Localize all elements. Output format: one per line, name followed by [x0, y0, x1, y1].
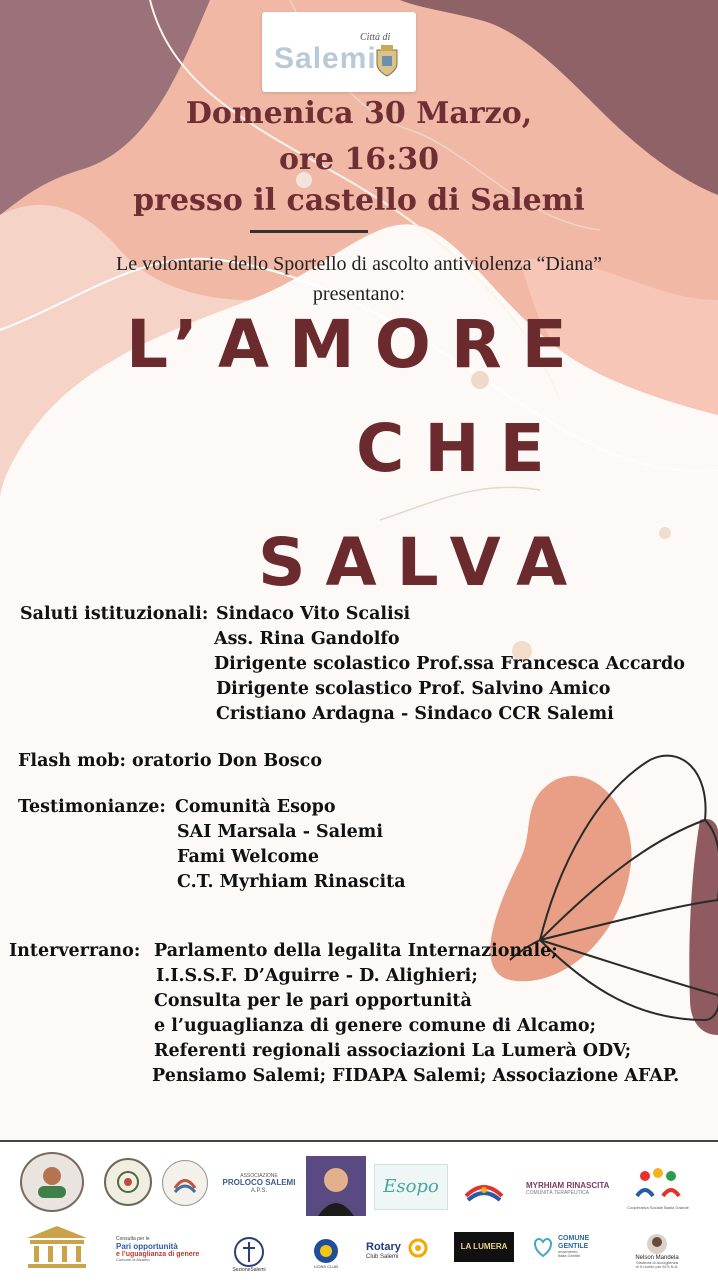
gentile-l2: GENTILE [558, 1242, 589, 1250]
la-lumera-logo [454, 1232, 514, 1262]
consulta-l4: Comune di Alcamo [116, 1257, 150, 1263]
consulta-logo [116, 1230, 216, 1270]
interverrano-item: Pensiamo Salemi; FIDAPA Salemi; Associazione AFAP. [152, 1066, 680, 1086]
flash-mob: Flash mob: oratorio Don Bosco [18, 751, 322, 771]
consulta-l1: Consulta per le [116, 1236, 150, 1243]
proloco-top: ASSOCIAZIONE [240, 1173, 278, 1180]
lions-text: LIONS CLUB [314, 1263, 338, 1269]
lumera-text: LA LUMERA [460, 1241, 508, 1251]
gentile-l1: COMUNE [558, 1235, 590, 1243]
fidapa-logo [226, 1232, 272, 1278]
logo-small-text: Città di [360, 32, 391, 43]
rotary-sub: Club Salemi [366, 1253, 399, 1260]
myrhiam-main: MYRHIAM RINASCITA [526, 1181, 610, 1191]
association-circle-logo [20, 1152, 84, 1212]
rotary-main: Rotary [366, 1241, 401, 1254]
intro-line-1: Le volontarie dello Sportello di ascolto antiviolenza “Diana” [116, 253, 602, 275]
portrait-icon [306, 1156, 366, 1216]
testimonianze-item: C.T. Myrhiam Rinascita [177, 872, 406, 892]
saluti-item: Ass. Rina Gandolfo [214, 629, 400, 649]
proloco-logo [222, 1164, 296, 1204]
event-date: Domenica 30 Marzo, [185, 96, 533, 131]
myrhiam-logo [526, 1174, 618, 1204]
saluti-label: Saluti istituzionali: [20, 604, 209, 624]
cooperativa-text: Cooperativa Sociale Badia Grande [627, 1204, 689, 1210]
testimonianze-item: SAI Marsala - Salemi [177, 822, 383, 842]
parliament-logo [22, 1224, 92, 1270]
interverrano-item: Referenti regionali associazioni La Lumerà ODV; [154, 1041, 632, 1061]
intro-line-2: presentano: [312, 283, 406, 305]
don-bosco-portrait [306, 1156, 366, 1216]
saluti-item: Cristiano Ardagna - Sindaco CCR Salemi [216, 704, 614, 724]
lions-icon [312, 1237, 340, 1265]
gentile-l3: movimento [558, 1249, 578, 1255]
divider [250, 230, 368, 233]
consulta-l2: Pari opportunità [116, 1241, 178, 1251]
people-icon [30, 1162, 74, 1202]
event-location: presso il castello di Salemi [133, 183, 585, 218]
seal-icon [114, 1168, 142, 1196]
testimonianze-item: Comunità Esopo [175, 797, 336, 817]
esopo-logo [374, 1164, 448, 1210]
saluti-item: Dirigente scolastico Prof.ssa Francesca Accardo [214, 654, 685, 674]
citta-di-salemi-logo [262, 12, 416, 92]
mandela-l2: Struttura di Accoglienza [635, 1259, 679, 1265]
proloco-main: PROLOCO SALEMI [222, 1178, 296, 1188]
interverrano-item: e l’uguaglianza di genere comune di Alcamo; [154, 1016, 596, 1036]
school-seal-logo [104, 1158, 152, 1206]
event-time: ore 16:30 [279, 142, 439, 177]
people-group-icon [633, 1166, 683, 1206]
interverrano-item: Parlamento della legalita Internazionale; [154, 941, 558, 961]
mandela-l1: Nelson Mandela [635, 1254, 679, 1261]
esopo-text: Esopo [383, 1175, 439, 1197]
interverrano-label: Interverrano: [9, 941, 141, 961]
saluti-item: Sindaco Vito Scalisi [216, 604, 411, 624]
crest-icon [374, 44, 400, 78]
mandela-l3: di II Livello per M.S.N.A. [635, 1264, 679, 1270]
cooperativa-logo [626, 1160, 690, 1216]
rotary-wheel-icon [408, 1238, 428, 1258]
logo-main-text: Salemi [274, 42, 377, 75]
fidapa-icon [233, 1236, 265, 1268]
consulta-l3: e l’uguaglianza di genere [116, 1251, 200, 1259]
hearts-icon [530, 1234, 556, 1260]
mandela-logo [624, 1224, 690, 1278]
proloco-sub: A.P.S. [250, 1187, 268, 1194]
testimonianze-label: Testimonianze: [18, 797, 166, 817]
lions-logo [308, 1232, 344, 1274]
temple-icon [22, 1224, 92, 1270]
myrhiam-sub: COMUNITÀ TERAPEUTICA [526, 1189, 589, 1196]
swirl-logo [462, 1178, 506, 1204]
interverrano-item: Consulta per le pari opportunità [154, 991, 472, 1011]
title-line-2: CHE [356, 410, 565, 487]
title-line-1: L’AMORE [126, 306, 587, 383]
title-line-3: SALVA [258, 524, 588, 601]
testimonianze-item: Fami Welcome [177, 847, 320, 867]
saluti-item: Dirigente scolastico Prof. Salvino Amico [216, 679, 611, 699]
mandela-portrait-icon [646, 1233, 668, 1255]
emblem-logo [162, 1160, 208, 1206]
swirl-icon [462, 1178, 506, 1204]
sponsor-footer [0, 1140, 718, 1282]
emblem-icon [170, 1168, 200, 1198]
comune-gentile-logo [530, 1230, 612, 1264]
gentile-l4: Italia Gentile [558, 1253, 581, 1259]
interverrano-item: I.I.S.S.F. D’Aguirre - D. Alighieri; [156, 966, 478, 986]
sezione-text: SezioneSalemi [232, 1267, 266, 1274]
